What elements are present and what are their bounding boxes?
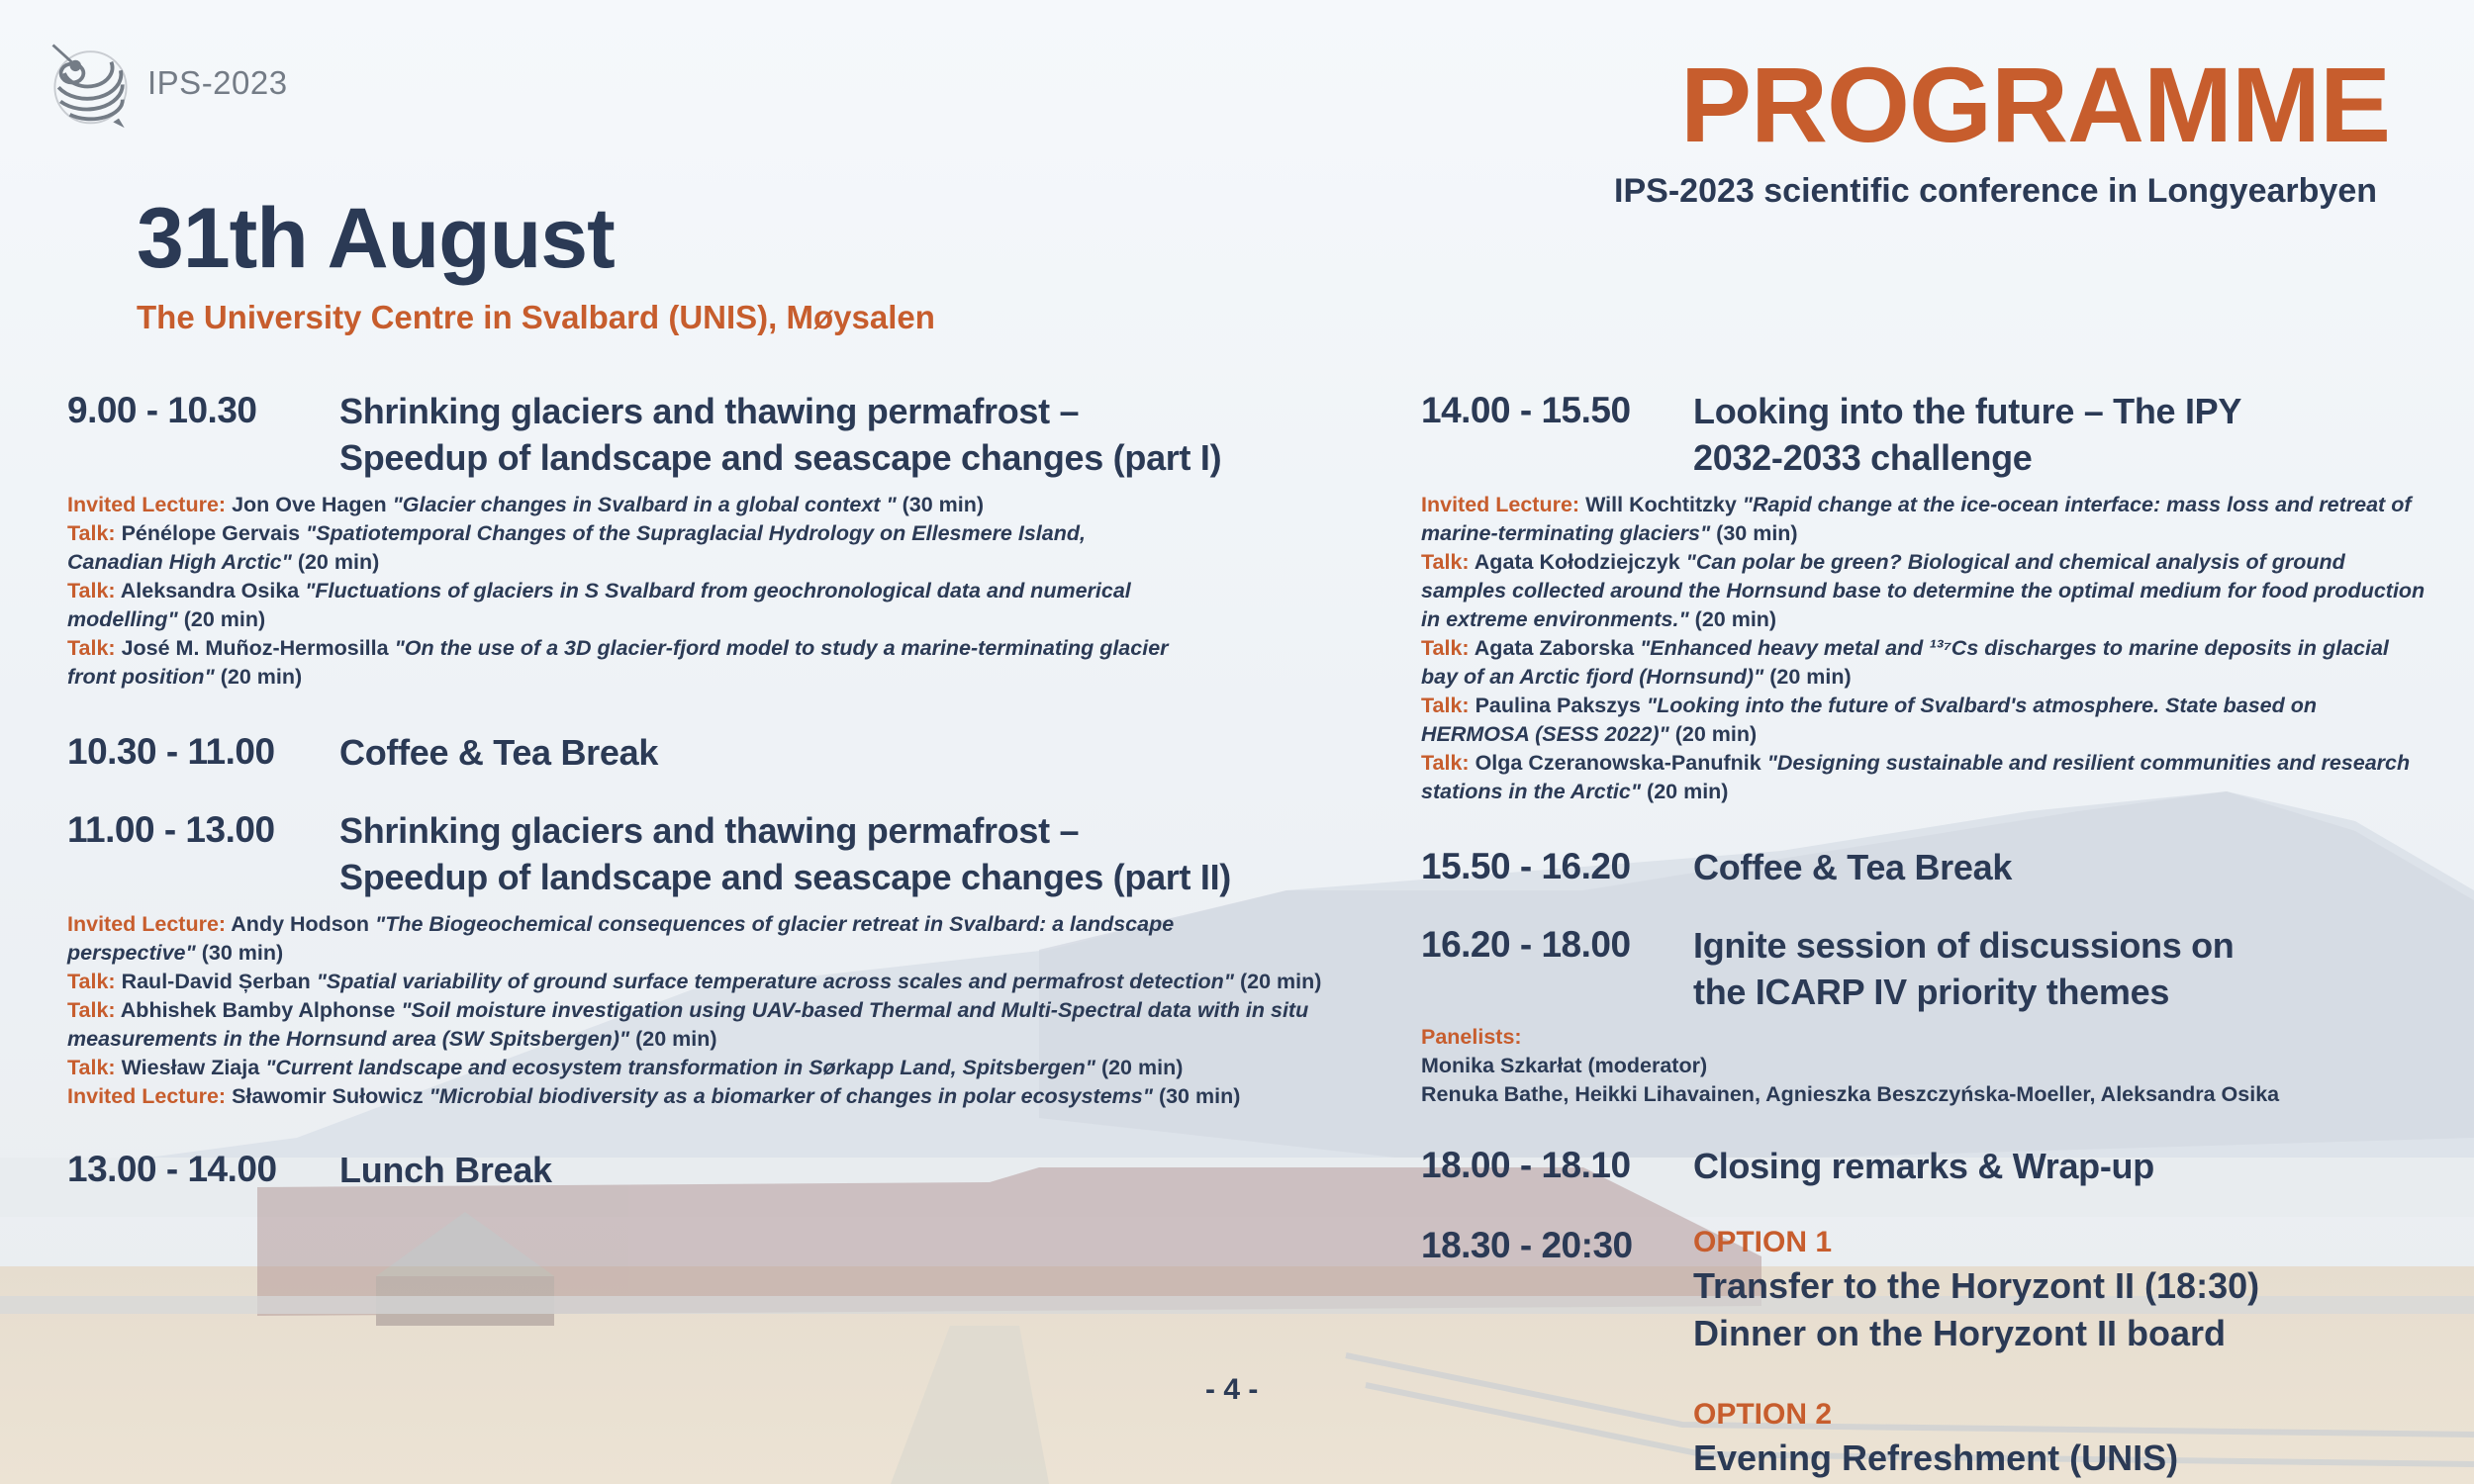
talk-title: "Spatiotemporal Changes of the Supraglacial Hydrology on Ellesmere Island, Canadian High Arctic"	[67, 521, 1086, 574]
talk-list	[1421, 491, 2430, 806]
talk-item	[1421, 548, 2430, 634]
talk-duration: (20 min)	[183, 607, 266, 631]
talk-duration: (20 min)	[220, 665, 303, 689]
talk-title: "Looking into the future of Svalbard's atmosphere. State based on HERMOSA (SESS 2022)"	[1421, 694, 2318, 746]
slot-title-line: the ICARP IV priority themes	[1693, 972, 2170, 1012]
slot-title-line: Speedup of landscape and seascape changes (part I)	[339, 437, 1222, 478]
panelists-label: Panelists:	[1421, 1025, 1522, 1049]
session-slot	[67, 807, 1354, 900]
talk-speaker: Andy Hodson	[231, 912, 370, 936]
talk-item	[1421, 749, 2430, 806]
slot-time: 18.30 - 20:30	[1421, 1225, 1633, 1265]
talk-role: Talk:	[67, 970, 116, 993]
venue: The University Centre in Svalbard (UNIS), Møysalen	[137, 299, 935, 335]
option-1-label: OPTION 1	[1693, 1226, 1833, 1258]
talk-title: "Current landscape and ecosystem transformation in Sørkapp Land, Spitsbergen"	[265, 1056, 1095, 1079]
talk-role: Invited Lecture:	[67, 912, 227, 936]
slot-title-line: Coffee & Tea Break	[339, 732, 659, 773]
slot-time: 11.00 - 13.00	[67, 809, 275, 850]
talk-item	[67, 1054, 1354, 1082]
talk-speaker: Raul-David Șerban	[121, 970, 311, 993]
talk-item	[67, 634, 1205, 692]
talk-item	[1421, 692, 2430, 749]
slot-time: 9.00 - 10.30	[67, 390, 257, 430]
option-2-label: OPTION 2	[1693, 1398, 1833, 1431]
session-slot	[67, 388, 1354, 481]
talk-role: Invited Lecture:	[1421, 493, 1580, 516]
talk-speaker: Abhishek Bamby Alphonse	[120, 998, 396, 1022]
slot-time: 14.00 - 15.50	[1421, 390, 1631, 430]
talk-speaker: Wiesław Ziaja	[121, 1056, 260, 1079]
break-slot	[67, 729, 1354, 776]
slot-title-line: Speedup of landscape and seascape changes (part II)	[339, 857, 1231, 897]
talk-item	[67, 577, 1235, 634]
talk-speaker: Aleksandra Osika	[120, 579, 300, 603]
talk-duration: (20 min)	[1674, 722, 1758, 746]
panel-moderator: Monika Szkarłat (moderator)	[1421, 1054, 1708, 1077]
option-1-line: Transfer to the Horyzont II (18:30)	[1693, 1265, 2260, 1306]
slot-time: 18.00 - 18.10	[1421, 1145, 1631, 1185]
session-slot	[1421, 922, 2430, 1015]
talk-role: Talk:	[67, 1056, 116, 1079]
option-1-line: Dinner on the Horyzont II board	[1693, 1313, 2226, 1353]
talk-duration: (20 min)	[1100, 1056, 1184, 1079]
slot-title-line: Ignite session of discussions on	[1693, 925, 2235, 966]
slot-title-line: Looking into the future – The IPY	[1693, 391, 2242, 431]
slot-time: 13.00 - 14.00	[67, 1149, 277, 1189]
evening-slot	[1421, 1223, 2430, 1482]
talk-duration: (20 min)	[297, 550, 380, 574]
talk-speaker: Olga Czeranowska-Panufnik	[1475, 751, 1761, 775]
talk-title: "Fluctuations of glaciers in S Svalbard from geochronological data and numerical modelling"	[67, 579, 1131, 631]
talk-speaker: Pénélope Gervais	[121, 521, 301, 545]
talk-item	[67, 491, 1354, 519]
slot-time: 10.30 - 11.00	[67, 731, 275, 772]
talk-duration: (30 min)	[1158, 1084, 1241, 1108]
slot-title-line: Lunch Break	[339, 1150, 552, 1190]
page-number: - 4 -	[1205, 1373, 1259, 1406]
talk-item	[1421, 491, 2430, 548]
talk-title: "Soil moisture investigation using UAV-based Thermal and Multi-Spectral data with in situ measurements in the Hornsund area (SW Spitsbergen)"	[67, 998, 1309, 1051]
talk-role: Talk:	[67, 579, 116, 603]
talk-duration: (30 min)	[902, 493, 985, 516]
talk-title: "Microbial biodiversity as a biomarker of changes in polar ecosystems"	[428, 1084, 1153, 1108]
talk-role: Talk:	[1421, 550, 1470, 574]
logo	[44, 36, 288, 130]
talk-title: "Glacier changes in Svalbard in a global context "	[392, 493, 897, 516]
talk-title: "The Biogeochemical consequences of glacier retreat in Svalbard: a landscape perspective"	[67, 912, 1175, 965]
talk-title: "Can polar be green? Biological and chemical analysis of ground samples collected around the Hornsund base to determine the optimal medium for food production in extreme environments."	[1421, 550, 2426, 631]
talk-duration: (20 min)	[1647, 780, 1729, 803]
talk-speaker: Agata Kołodziejczyk	[1474, 550, 1680, 574]
talk-item	[67, 910, 1255, 968]
slot-title-line: Shrinking glaciers and thawing permafrost –	[339, 810, 1080, 851]
talk-list	[67, 910, 1354, 1111]
talk-duration: (20 min)	[1769, 665, 1852, 689]
globe-icon	[44, 36, 138, 130]
talk-speaker: Jon Ove Hagen	[232, 493, 387, 516]
talk-role: Invited Lecture:	[67, 493, 227, 516]
slot-title-line: Coffee & Tea Break	[1693, 847, 2013, 887]
schedule-right-column	[1421, 388, 2430, 1482]
talk-item	[67, 996, 1354, 1054]
talk-duration: (30 min)	[201, 941, 284, 965]
talk-title: "Spatial variability of ground surface temperature across scales and permafrost detection"	[316, 970, 1234, 993]
talk-role: Talk:	[1421, 751, 1470, 775]
talk-duration: (20 min)	[1239, 970, 1322, 993]
talk-title: "Designing sustainable and resilient communities and research stations in the Arctic"	[1421, 751, 2411, 803]
talk-role: Talk:	[67, 998, 116, 1022]
talk-role: Invited Lecture:	[67, 1084, 227, 1108]
talk-duration: (20 min)	[635, 1027, 717, 1051]
talk-speaker: Agata Zaborska	[1474, 636, 1635, 660]
talk-list	[67, 491, 1354, 692]
talk-item	[1421, 634, 2430, 692]
talk-role: Talk:	[1421, 636, 1470, 660]
talk-item	[67, 1082, 1354, 1111]
panel-members: Renuka Bathe, Heikki Lihavainen, Agnieszka Beszczyńska-Moeller, Aleksandra Osika	[1421, 1082, 2280, 1106]
talk-speaker: Will Kochtitzky	[1585, 493, 1737, 516]
session-slot	[1421, 1143, 2430, 1189]
schedule-left-column	[67, 388, 1354, 1193]
conference-subtitle: IPS-2023 scientific conference in Longyearbyen	[1614, 172, 2377, 210]
slot-title-line: Closing remarks & Wrap-up	[1693, 1146, 2154, 1186]
talk-item	[67, 519, 1186, 577]
programme-title: PROGRAMME	[1680, 45, 2390, 164]
talk-title: "On the use of a 3D glacier-fjord model to study a marine-terminating glacier front position"	[67, 636, 1169, 689]
logo-text: IPS-2023	[147, 63, 288, 101]
talk-speaker: José M. Muñoz-Hermosilla	[121, 636, 389, 660]
talk-title: "Rapid change at the ice-ocean interface: mass loss and retreat of marine-terminating glaciers"	[1421, 493, 2412, 545]
talk-speaker: Sławomir Sułowicz	[232, 1084, 424, 1108]
talk-role: Talk:	[67, 521, 116, 545]
talk-role: Talk:	[67, 636, 116, 660]
date-heading: 31th August	[137, 191, 615, 286]
slot-time: 16.20 - 18.00	[1421, 924, 1631, 965]
panelists	[1421, 1023, 2430, 1109]
talk-duration: (20 min)	[1694, 607, 1777, 631]
slot-title-line: 2032-2033 challenge	[1693, 437, 2033, 478]
break-slot	[1421, 844, 2430, 890]
slot-title-line: Shrinking glaciers and thawing permafrost –	[339, 391, 1080, 431]
talk-speaker: Paulina Pakszys	[1475, 694, 1641, 717]
session-slot	[1421, 388, 2430, 481]
talk-duration: (30 min)	[1716, 521, 1798, 545]
talk-title: "Enhanced heavy metal and ¹³⁷Cs discharges to marine deposits in glacial bay of an Arctic fjord (Hornsund)"	[1421, 636, 2389, 689]
talk-role: Talk:	[1421, 694, 1470, 717]
option-2-line: Evening Refreshment (UNIS)	[1693, 1438, 2179, 1478]
break-slot	[67, 1147, 1354, 1193]
talk-item	[67, 968, 1324, 996]
slot-time: 15.50 - 16.20	[1421, 846, 1631, 886]
